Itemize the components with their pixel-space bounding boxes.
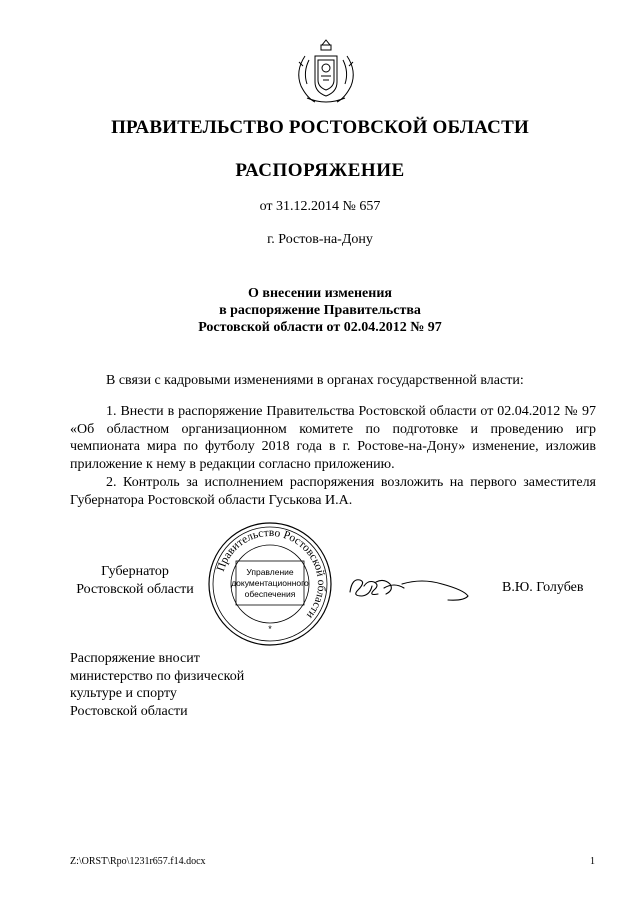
- organization-title: ПРАВИТЕЛЬСТВО РОСТОВСКОЙ ОБЛАСТИ: [111, 117, 529, 138]
- footer-file-path: Z:\ORST\Rpo\1231r657.f14.docx: [70, 856, 206, 867]
- handwritten-signature: [344, 568, 474, 604]
- coat-of-arms-icon: [293, 38, 359, 106]
- official-stamp: [206, 520, 334, 648]
- submitter-block: [70, 650, 244, 720]
- submitter-line-1: Распоряжение вносит: [70, 651, 200, 666]
- signatory-position: [70, 563, 200, 598]
- item-1-paragraph: 1. Внести в распоряжение Правительства Ростовской области от 02.04.2012 № 97 «Об областном организационном комитете по подготовке и проведению игр чемпионата мира по футболу 2018 года в г. Ростове-на-Дону» изменение, изложив приложение к нему в редакции согласно приложению.: [70, 404, 596, 472]
- position-line-2: Ростовской области: [76, 581, 194, 597]
- footer-page-number: 1: [590, 856, 595, 867]
- subject-line-2: в распоряжение Правительства: [219, 303, 421, 318]
- stamp-ring-text: Правительство Ростовской области: [214, 526, 328, 621]
- stamp-center-line-1: Управление: [246, 567, 294, 577]
- submitter-line-3: культуре и спорту: [70, 686, 177, 701]
- document-type-title: РАСПОРЯЖЕНИЕ: [235, 160, 405, 181]
- position-line-1: Губернатор: [101, 564, 169, 579]
- submitter-line-2: министерство по физической: [70, 668, 245, 684]
- subject-line-1: О внесении изменения: [248, 286, 392, 301]
- stamp-center-line-3: обеспечения: [244, 589, 296, 599]
- document-subject: [0, 285, 640, 336]
- stamp-star-icon: *: [268, 624, 272, 634]
- submitter-line-4: Ростовской области: [70, 703, 188, 719]
- document-city: г. Ростов-на-Дону: [267, 232, 373, 247]
- signer-name: В.Ю. Голубев: [502, 580, 584, 595]
- document-date-number: от 31.12.2014 № 657: [259, 199, 381, 214]
- subject-line-3: Ростовской области от 02.04.2012 № 97: [198, 320, 442, 335]
- stamp-center-line-2: документационного: [231, 578, 309, 588]
- item-2-paragraph: 2. Контроль за исполнением распоряжения возложить на первого заместителя Губернатора Ростовской области Гуськова И.А.: [70, 475, 596, 508]
- intro-paragraph: В связи с кадровыми изменениями в органах государственной власти:: [106, 373, 524, 388]
